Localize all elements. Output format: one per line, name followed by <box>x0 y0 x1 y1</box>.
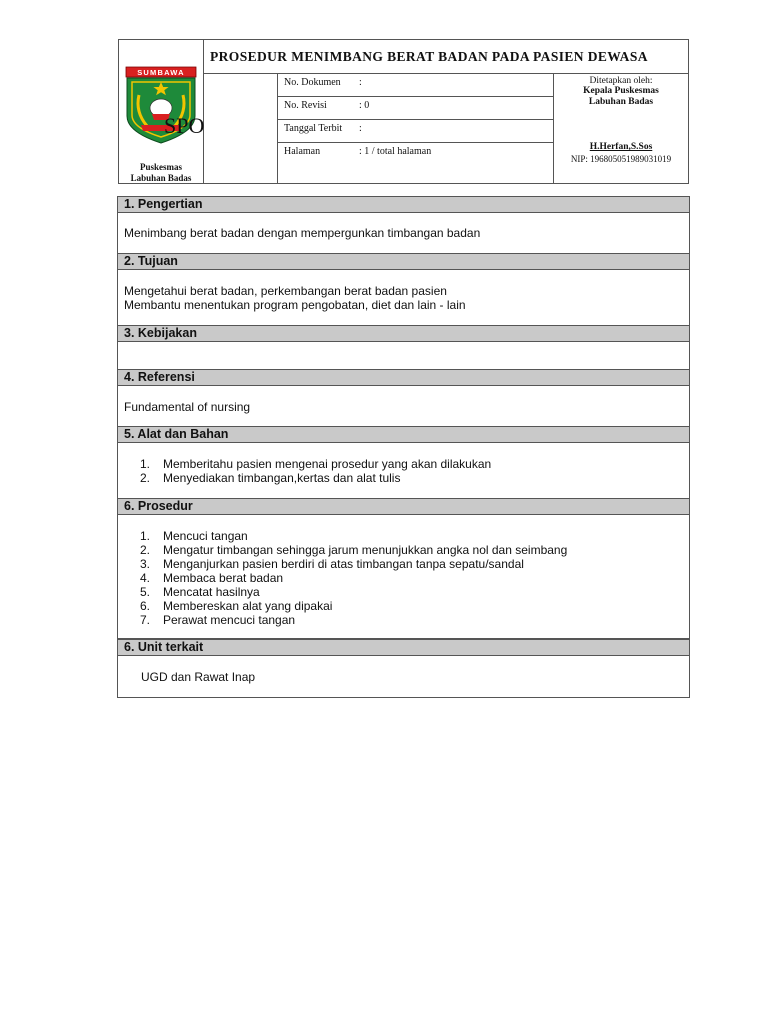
svg-text:SUMBAWA: SUMBAWA <box>137 68 185 77</box>
section-title: 1. Pengertian <box>118 197 689 213</box>
list-text: Membaca berat badan <box>163 571 284 585</box>
list-item <box>118 585 689 599</box>
document-title: PROSEDUR MENIMBANG BERAT BADAN PADA PASIEN DEWASA <box>204 40 688 74</box>
list-number: 2. <box>140 543 151 557</box>
list-item <box>118 543 689 557</box>
field-no-dokumen <box>278 74 553 97</box>
section-title: 6. Unit terkait <box>118 640 689 656</box>
body-line: Membantu menentukan program pengobatan, diet dan lain - lain <box>124 298 466 312</box>
ditetapkan-label: Ditetapkan oleh: <box>589 76 653 86</box>
list-text: Memberitahu pasien mengenai prosedur yang akan dilakukan <box>163 457 492 471</box>
list-text: Mengatur timbangan sehingga jarum menunjukkan angka nol dan seimbang <box>163 543 568 557</box>
list-number: 5. <box>140 585 151 599</box>
field-value: : <box>359 123 362 134</box>
field-value: : <box>359 77 362 88</box>
document-header <box>118 39 689 184</box>
section-alat-dan-bahan <box>117 426 690 499</box>
list-number: 7. <box>140 613 151 627</box>
logo-caption-line-1: Puskesmas <box>139 162 182 172</box>
list-number: 6. <box>140 599 151 613</box>
list-item <box>118 557 689 571</box>
spo-label: SPO <box>164 113 205 138</box>
list-item <box>118 529 689 543</box>
section-referensi <box>117 369 690 427</box>
section-pengertian <box>117 196 690 254</box>
field-value: : 0 <box>359 100 370 111</box>
section-title: 3. Kebijakan <box>118 326 689 342</box>
body-line: Mengetahui berat badan, perkembangan berat badan pasien <box>124 284 447 298</box>
section-body <box>118 213 689 240</box>
prosedur-list <box>118 529 689 627</box>
field-value: : 1 / total halaman <box>359 146 432 157</box>
section-title: 5. Alat dan Bahan <box>118 427 689 443</box>
list-number: 3. <box>140 557 151 571</box>
field-label: No. Revisi <box>284 100 327 111</box>
list-text: Mencatat hasilnya <box>163 585 260 599</box>
spo-cell <box>204 74 278 183</box>
list-text: Menganjurkan pasien berdiri di atas timbangan tanpa sepatu/sandal <box>163 557 524 571</box>
list-item <box>118 613 689 627</box>
logo-caption-line-2: Labuhan Badas <box>130 173 192 183</box>
list-text: Menyediakan timbangan,kertas dan alat tulis <box>163 471 401 485</box>
list-text: Mencuci tangan <box>163 529 248 543</box>
section-tujuan <box>117 253 690 326</box>
alat-list <box>118 457 689 485</box>
section-title: 2. Tujuan <box>118 254 689 270</box>
list-text: Perawat mencuci tangan <box>163 613 296 627</box>
body-line: Fundamental of nursing <box>124 400 251 414</box>
field-label: Halaman <box>284 146 321 157</box>
section-title: 6. Prosedur <box>118 499 689 515</box>
section-body <box>118 386 689 414</box>
field-label: Tanggal Terbit <box>284 123 343 134</box>
kepala-line-2: Labuhan Badas <box>588 97 654 107</box>
field-tanggal-terbit <box>278 120 553 143</box>
section-unit-terkait <box>117 639 690 698</box>
logo-cell <box>119 40 204 183</box>
section-prosedur <box>117 498 690 639</box>
section-kebijakan <box>117 325 690 370</box>
field-halaman <box>278 143 553 182</box>
field-label: No. Dokumen <box>284 77 341 88</box>
section-body <box>118 656 689 684</box>
section-body <box>118 443 689 485</box>
list-number: 4. <box>140 571 151 585</box>
field-no-revisi <box>278 97 553 120</box>
list-item <box>118 471 689 485</box>
section-body <box>118 270 689 312</box>
body-line: UGD dan Rawat Inap <box>141 670 256 684</box>
document-fields <box>278 74 554 183</box>
logo-caption <box>119 162 203 184</box>
section-body <box>118 515 689 627</box>
list-number: 1. <box>140 457 151 471</box>
signatory-name: H.Herfan,S.Sos <box>589 142 653 152</box>
list-item <box>118 457 689 471</box>
body-line: Menimbang berat badan dengan mempergunkan timbangan badan <box>124 226 481 240</box>
signatory-nip: NIP: 196805051989031019 <box>570 154 672 164</box>
list-item <box>118 599 689 613</box>
list-number: 2. <box>140 471 151 485</box>
list-number: 1. <box>140 529 151 543</box>
list-text: Membereskan alat yang dipakai <box>163 599 333 613</box>
kepala-line-1: Kepala Puskesmas <box>583 86 659 96</box>
section-title: 4. Referensi <box>118 370 689 386</box>
signature-block <box>554 74 688 183</box>
list-item <box>118 571 689 585</box>
